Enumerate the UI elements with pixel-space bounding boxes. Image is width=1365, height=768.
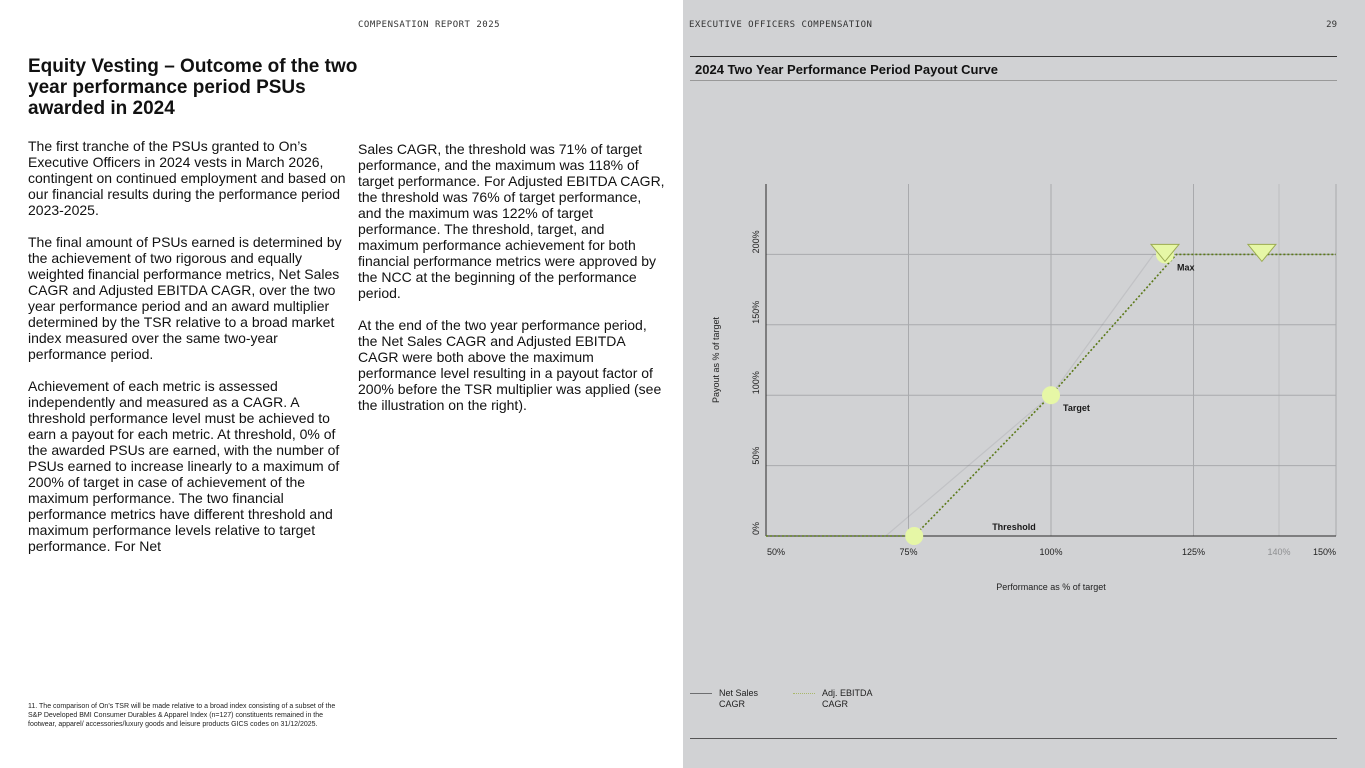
x-tick-label: 150%: [1312, 547, 1336, 557]
x-tick-label: 50%: [767, 547, 786, 557]
legend-label: Adj. EBITDA CAGR: [822, 688, 873, 709]
outcome-marker: [1151, 244, 1179, 261]
marker-threshold: [905, 527, 923, 545]
y-tick-label: 50%: [751, 446, 761, 465]
outcome-marker: [1248, 244, 1276, 261]
y-tick-label: 200%: [751, 230, 761, 254]
y-tick-label: 150%: [751, 300, 761, 324]
legend-solid-line: [690, 693, 712, 694]
payout-curve-chart: [683, 0, 1365, 768]
footnote: 11. The comparison of On’s TSR will be made relative to a broad index consisting of a subset of the S&P Developed BMI Consumer Durables & Apparel Index (n=127) constituents remained in the footwear, apparel/ accessories/luxury goods and leisure products GICS codes on 31/12/2025.: [28, 703, 336, 728]
annotation-target: Target: [1063, 403, 1090, 414]
paragraph: Achievement of each metric is assessed independently and measured as a CAGR. A threshold performance level must be achieved to earn a payout for each metric. At threshold, 0% of the awarded PSUs are earned, with the number of PSUs earned to increase linearly to a maximum of 200% of target in case of achievement of the maximum performance. The two financial performance metrics have different threshold and maximum performance levels relative to target performance. For Net: [28, 378, 340, 554]
annotation-threshold: Threshold: [992, 522, 1036, 532]
y-axis-title: Payout as % of target: [711, 316, 721, 404]
x-tick-label: 75%: [899, 547, 918, 557]
x-tick-label: 100%: [1039, 547, 1063, 557]
page-number: 29: [1326, 20, 1337, 30]
right-page: [683, 0, 1365, 768]
bottom-rule: [690, 738, 1337, 739]
x-axis-title: Performance as % of target: [996, 582, 1106, 592]
running-header: EXECUTIVE OFFICERS COMPENSATION: [689, 20, 873, 30]
paragraph: Sales CAGR, the threshold was 71% of target performance, and the maximum was 118% of target performance. For Adjusted EBITDA CAGR, the threshold was 76% of target performance, and the maximum was 122% of target performance. The threshold, target, and maximum performance achievement for both financial performance metrics were approved by the NCC at the beginning of the performance period.: [358, 141, 665, 301]
text-column-1: [28, 138, 346, 570]
paragraph: At the end of the two year performance period, the Net Sales CAGR and Adjusted EBITDA CAGR were both above the maximum performance level resulting in a payout factor of 200% before the TSR multiplier was applied (see the illustration on the right).: [358, 317, 662, 413]
annotation-max: Max: [1177, 262, 1195, 273]
legend-dotted-line: [793, 693, 815, 694]
x-tick-label: 140%: [1267, 547, 1291, 557]
y-tick-label: 100%: [751, 371, 761, 395]
y-tick-label: 0%: [751, 521, 761, 535]
legend-label: Net Sales CAGR: [719, 688, 759, 709]
marker-target: [1042, 386, 1060, 404]
paragraph: The first tranche of the PSUs granted to On’s Executive Officers in 2024 vests in March 2026, contingent on continued employment and based on our financial results during the performance period 2023-2025.: [28, 138, 346, 218]
text-column-2: [358, 141, 666, 429]
chart-title: 2024 Two Year Performance Period Payout Curve: [695, 62, 998, 77]
x-tick-label: 125%: [1181, 547, 1206, 557]
paragraph: The final amount of PSUs earned is determined by the achievement of two rigorous and equally weighted financial performance metrics, Net Sales CAGR and Adjusted EBITDA CAGR, over the two year performance period and an award multiplier determined by the TSR relative to a broad market index measured over the same two-year performance period.: [28, 234, 342, 362]
running-header: COMPENSATION REPORT 2025: [358, 20, 501, 30]
section-title: Equity Vesting – Outcome of the two year performance period PSUs awarded in 2024: [28, 56, 358, 119]
